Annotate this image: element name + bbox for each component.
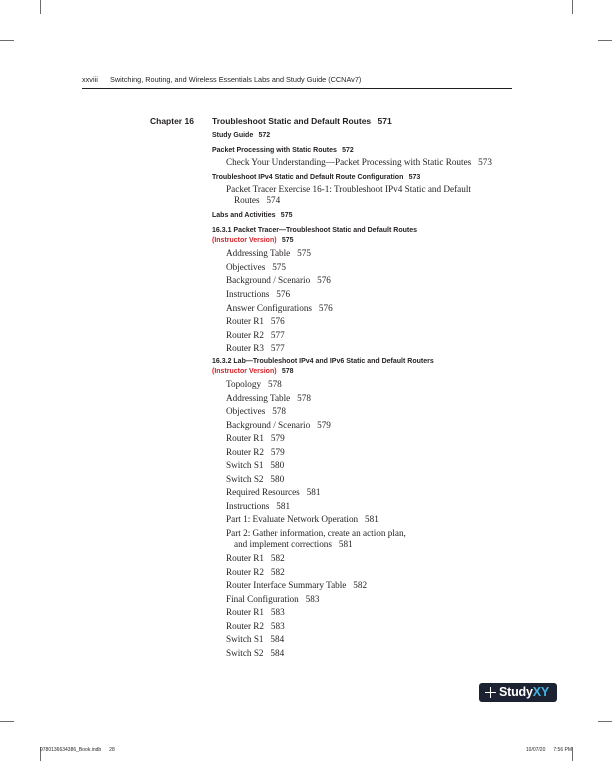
toc-entry-title: Objectives [226, 406, 266, 416]
toc-entry [226, 608, 285, 617]
footer-time: 7:56 PM [553, 747, 572, 753]
toc-page-number: 573 [478, 157, 492, 167]
toc-page-number: 578 [267, 379, 282, 389]
toc-page-number: 578 [297, 393, 311, 403]
toc-entry-title: Background / Scenario [226, 420, 311, 430]
toc-entry [226, 529, 406, 538]
toc-activity-heading [212, 227, 417, 234]
toc-entry [226, 502, 290, 511]
toc-entry [226, 407, 286, 416]
toc-section-heading [212, 132, 270, 139]
toc-entry-continuation [234, 196, 280, 205]
toc-page-number: 582 [270, 567, 285, 577]
chapter-title: Troubleshoot Static and Default Routes [212, 116, 372, 126]
chapter-title-line [212, 117, 392, 126]
footer-file-name: 9780136634386_Book.indb [40, 747, 102, 753]
toc-page-number: 579 [270, 433, 285, 443]
toc-entry-title: Answer Configurations [226, 303, 312, 313]
toc-page-number: 581 [306, 487, 321, 497]
toc-page-number: 571 [377, 116, 392, 126]
toc-entry [226, 635, 284, 644]
toc-section-title: Study Guide [212, 132, 254, 139]
toc-entry [226, 448, 285, 457]
toc-page-number: 580 [270, 460, 285, 470]
toc-entry [226, 185, 471, 194]
toc-entry-title: Final Configuration [226, 594, 299, 604]
toc-activity-title: 16.3.2 Lab—Troubleshoot IPv4 and IPv6 Static and Default Routers [212, 358, 434, 365]
toc-entry [226, 394, 311, 403]
toc-entry-title: Addressing Table [226, 248, 291, 258]
toc-entry [226, 622, 285, 631]
logo-brand-accent: XY [532, 685, 550, 699]
toc-section-title: Labs and Activities [212, 212, 276, 219]
toc-page-number: 578 [281, 368, 294, 375]
toc-page-number: 579 [317, 420, 331, 430]
toc-entry-title: Router R2 [226, 567, 265, 577]
footer-sheet-number: 28 [109, 747, 115, 753]
toc-entry-continuation [234, 540, 353, 549]
toc-entry-title: Router R2 [226, 330, 265, 340]
toc-page-number: 573 [408, 174, 421, 181]
toc-entry-title: Switch S1 [226, 460, 264, 470]
toc-entry [226, 515, 379, 524]
footer-timestamp [526, 748, 572, 753]
toc-entry-title: Part 1: Evaluate Network Operation [226, 514, 359, 524]
toc-entry-title: Objectives [226, 262, 266, 272]
toc-entry [226, 304, 333, 313]
toc-page-number: 572 [258, 132, 271, 139]
crop-mark-top-left-vertical [40, 0, 41, 14]
toc-entry-title: Router R2 [226, 447, 265, 457]
toc-entry-title: Router Interface Summary Table [226, 580, 347, 590]
toc-entry [226, 317, 285, 326]
toc-page-number: 583 [270, 621, 285, 631]
toc-entry [226, 581, 367, 590]
toc-entry-title: Instructions [226, 289, 270, 299]
crop-mark-bottom-left-horizontal [0, 721, 14, 722]
toc-entry [226, 488, 320, 497]
toc-entry-title: Check Your Understanding—Packet Processing with Static Routes [226, 157, 472, 167]
toc-entry-title: Router R3 [226, 343, 265, 353]
toc-entry-title: Switch S2 [226, 474, 264, 484]
page-folio: xxviii [82, 75, 98, 84]
toc-page-number: 575 [280, 212, 293, 219]
toc-page-number: 576 [276, 289, 291, 299]
toc-page-number: 575 [297, 248, 311, 258]
toc-page-number: 582 [353, 580, 368, 590]
toc-page-number: 572 [342, 147, 354, 154]
toc-entry [226, 276, 331, 285]
toc-entry-title: Addressing Table [226, 393, 291, 403]
toc-page-number: 583 [305, 594, 320, 604]
toc-entry-title: Packet Tracer Exercise 16-1: Troubleshoot IPv4 Static and Default [226, 184, 471, 194]
toc-section-title: Troubleshoot IPv4 Static and Default Route Configuration [212, 174, 404, 181]
plus-icon [485, 687, 496, 698]
toc-page-number: 579 [270, 447, 285, 457]
instructor-version-note: (Instructor Version) [212, 237, 277, 244]
toc-activity-heading-continued [212, 237, 294, 244]
toc-section-heading [212, 147, 354, 154]
toc-entry-title: Part 2: Gather information, create an action plan, [226, 528, 406, 538]
running-head [82, 76, 361, 83]
toc-page-number: 584 [270, 648, 285, 658]
toc-entry [226, 475, 284, 484]
toc-entry [226, 290, 290, 299]
toc-entry-title-continued: Routes [234, 195, 260, 205]
toc-entry [226, 461, 284, 470]
toc-entry-title: Required Resources [226, 487, 300, 497]
toc-entry-title: Switch S2 [226, 648, 264, 658]
toc-entry [226, 158, 492, 167]
instructor-version-note: (Instructor Version) [212, 368, 277, 375]
toc-page-number: 574 [266, 195, 281, 205]
logo-brand: Study [499, 685, 533, 699]
toc-entry [226, 331, 285, 340]
toc-entry-title: Topology [226, 379, 262, 389]
footer-date: 10/07/20 [525, 747, 546, 753]
toc-activity-heading [212, 358, 434, 365]
toc-entry [226, 263, 286, 272]
toc-entry-title: Router R2 [226, 621, 265, 631]
toc-entry [226, 344, 285, 353]
toc-entry [226, 649, 284, 658]
toc-entry [226, 595, 319, 604]
crop-mark-top-left-horizontal [0, 40, 14, 41]
toc-page-number: 580 [270, 474, 285, 484]
toc-entry-title: Switch S1 [226, 634, 264, 644]
toc-entry-title: Router R1 [226, 433, 265, 443]
toc-activity-heading-continued [212, 368, 294, 375]
book-title: Switching, Routing, and Wireless Essentials Labs and Study Guide (CCNAv7) [110, 75, 362, 84]
toc-page-number: 577 [270, 343, 285, 353]
crop-mark-top-right-horizontal [598, 40, 612, 41]
crop-mark-bottom-right-vertical [572, 747, 573, 761]
toc-section-heading [212, 174, 420, 181]
toc-entry [226, 568, 285, 577]
toc-entry [226, 421, 331, 430]
toc-page-number: 584 [270, 634, 285, 644]
crop-mark-bottom-right-horizontal [598, 721, 612, 722]
toc-entry-title: Background / Scenario [226, 275, 311, 285]
toc-page-number: 581 [365, 514, 379, 524]
toc-page-number: 575 [272, 262, 286, 272]
toc-section-heading [212, 212, 292, 219]
toc-page-number: 578 [272, 406, 286, 416]
toc-entry [226, 554, 285, 563]
crop-mark-top-right-vertical [572, 0, 573, 14]
toc-page-number: 576 [317, 275, 331, 285]
toc-activity-title: 16.3.1 Packet Tracer—Troubleshoot Static and Default Routes [212, 227, 418, 234]
toc-entry [226, 249, 311, 258]
toc-section-title: Packet Processing with Static Routes [212, 147, 337, 154]
toc-entry [226, 434, 285, 443]
toc-entry-title-continued: and implement corrections [234, 539, 332, 549]
toc-entry-title: Router R1 [226, 316, 265, 326]
toc-page-number: 576 [318, 303, 333, 313]
chapter-label: Chapter 16 [150, 116, 194, 126]
toc-entry-title: Router R1 [226, 607, 265, 617]
toc-page-number: 581 [276, 501, 291, 511]
logo-wordmark [499, 683, 549, 702]
toc-page-number: 582 [270, 553, 285, 563]
toc-page-number: 581 [338, 539, 353, 549]
toc-page-number: 575 [281, 237, 294, 244]
footer-file-slug [40, 748, 115, 753]
toc-page-number: 583 [270, 607, 285, 617]
header-rule [82, 88, 512, 89]
toc-page-number: 577 [270, 330, 285, 340]
studyxy-logo [479, 683, 557, 702]
toc-entry-title: Instructions [226, 501, 270, 511]
toc-entry-title: Router R1 [226, 553, 265, 563]
toc-entry [226, 380, 282, 389]
toc-page-number: 576 [270, 316, 285, 326]
